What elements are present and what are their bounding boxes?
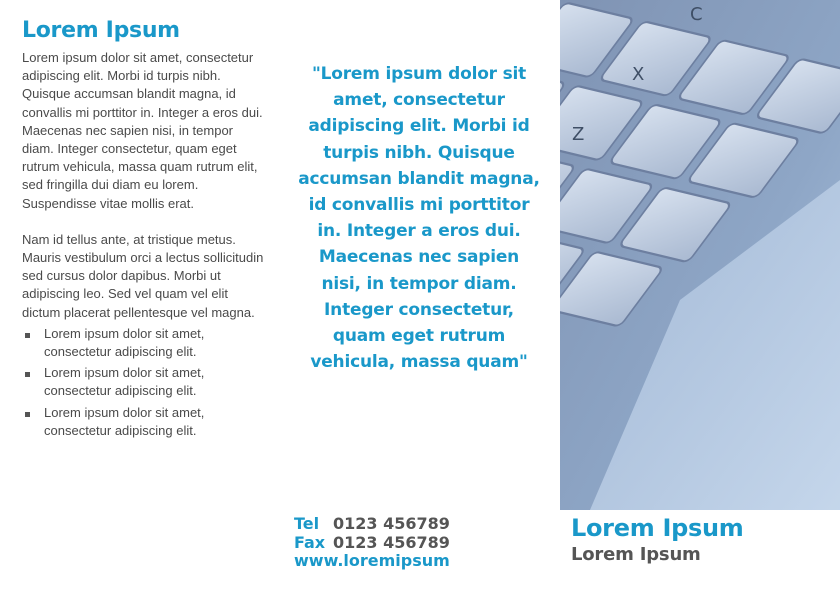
keyboard-keys-photo (560, 0, 840, 510)
left-panel-paragraph-1: Lorem ipsum dolor sit amet, consectetur adipiscing elit. Morbi id turpis nibh. Quisque accumsan blandit magna, id convallis mi porttitor in. Integer a eros dui. Maecenas nec sapien nisi, in tempor diam. Integer consectetur, quam eget rutrum vehicula, massa quam rutrum elit, sed fringilla dui diam eu lorem. Suspendisse vitae mollis erat. (22, 50, 263, 211)
key-letter: C (690, 4, 703, 25)
key-letter: Z (572, 124, 585, 145)
fax-label: Fax (294, 532, 326, 552)
square-bullet-icon (25, 412, 30, 417)
tel-row (294, 515, 450, 534)
right-panel-subtitle: Lorem Ipsum (571, 544, 701, 565)
tel-label: Tel (294, 514, 320, 533)
bullet-list (22, 325, 267, 440)
bullet-item: Lorem ipsum dolor sit amet, consectetur adipiscing elit. (22, 325, 267, 361)
left-panel (22, 18, 267, 443)
contact-block (294, 515, 450, 571)
fax-value: 0123 456789 (333, 532, 450, 552)
fax-row (294, 534, 450, 553)
pull-quote: "Lorem ipsum dolor sit amet, consectetur adipiscing elit. Morbi id turpis nibh. Quisque accumsan blandit magna, id convallis mi porttitor in. Integer a eros dui. Maecenas nec sapien nisi, in tempor diam. Integer consectetur, quam eget rutrum vehicula, massa quam" (298, 64, 540, 373)
left-panel-paragraph-2: Nam id tellus ante, at tristique metus. Mauris vestibulum orci a lectus sollicitudin sed cursus dolor dapibus. Morbi ut adipiscing leo. Sed vel quam vel elit dictum placerat pellentesque vel magna. (22, 231, 264, 320)
bullet-item: Lorem ipsum dolor sit amet, consectetur adipiscing elit. (22, 364, 267, 400)
website-link[interactable]: www.loremipsum (294, 551, 450, 570)
square-bullet-icon (25, 372, 30, 377)
bullet-item: Lorem ipsum dolor sit amet, consectetur adipiscing elit. (22, 404, 267, 440)
right-panel (571, 513, 743, 567)
left-panel-title: Lorem Ipsum (22, 18, 180, 43)
right-panel-title: Lorem Ipsum (571, 514, 744, 542)
square-bullet-icon (25, 333, 30, 338)
tel-value: 0123 456789 (333, 514, 450, 533)
key-letter: X (632, 64, 645, 85)
